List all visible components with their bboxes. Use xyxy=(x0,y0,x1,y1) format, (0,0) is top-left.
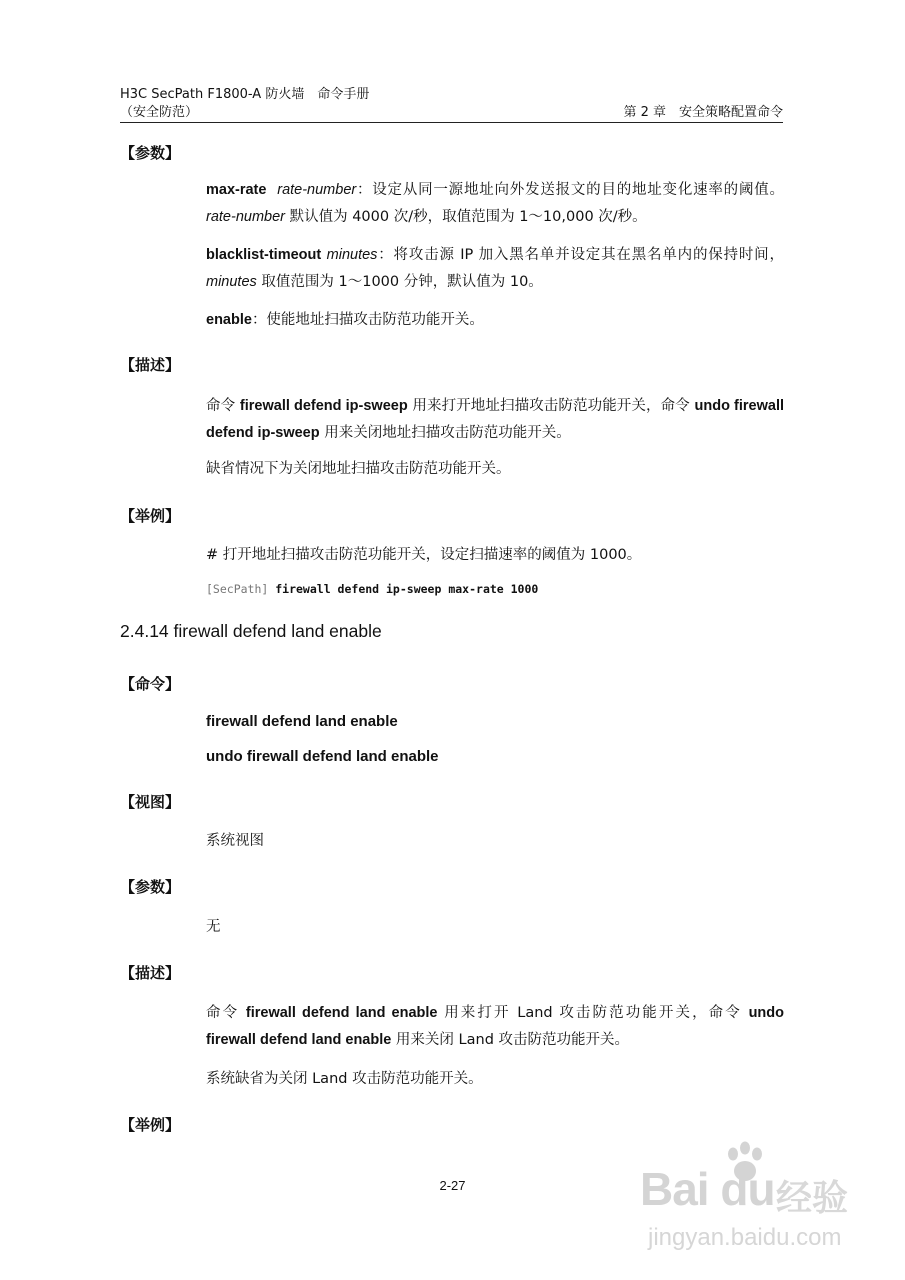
page-number: 2-27 xyxy=(439,1178,466,1193)
baidu-watermark xyxy=(640,1140,870,1260)
description-default: 缺省情况下为关闭地址扫描攻击防范功能开关。 xyxy=(206,461,511,477)
params-text: 无 xyxy=(206,919,221,935)
description-heading: 【描述】 xyxy=(120,356,181,374)
section-title: 2.4.14 firewall defend land enable xyxy=(120,621,382,641)
watermark-url: jingyan.baidu.com xyxy=(648,1224,842,1251)
params-heading-2: 【参数】 xyxy=(120,878,181,896)
command-undo: undo firewall defend land enable xyxy=(206,748,439,765)
description-land: 命令 firewall defend land enable 用来打开 Land 攻击防范功能开关，命令 undo firewall defend land enable 用来关闭 Land 攻击防范功能开关。 xyxy=(206,1005,784,1048)
view-text: 系统视图 xyxy=(206,833,264,849)
header-chapter: 第 2 章 安全策略配置命令 xyxy=(623,105,783,120)
params-heading: 【参数】 xyxy=(120,144,181,162)
example-heading: 【举例】 xyxy=(120,507,181,525)
command-enable: firewall defend land enable xyxy=(206,713,398,730)
code-prompt: [SecPath] xyxy=(206,582,269,596)
description-heading-2: 【描述】 xyxy=(120,964,181,982)
description-land-default: 系统缺省为关闭 Land 攻击防范功能开关。 xyxy=(206,1071,483,1087)
example-code xyxy=(206,581,538,597)
header-product: H3C SecPath F1800-A 防火墙 命令手册 xyxy=(120,87,370,102)
param-blacklist-timeout: blacklist-timeout minutes：将攻击源 IP 加入黑名单并设定其在黑名单内的保持时间，minutes 取值范围为 1～1000 分钟，默认值为 10。 xyxy=(206,247,784,290)
example-comment: # 打开地址扫描攻击防范功能开关，设定扫描速率的阈值为 1000。 xyxy=(206,547,642,563)
param-max-rate: max-rate rate-number：设定从同一源地址向外发送报文的目的地址变化速率的阈值。rate-number 默认值为 4000 次/秒，取值范围为 1～10,000 次/秒。 xyxy=(206,182,785,225)
description-ip-sweep: 命令 firewall defend ip-sweep 用来打开地址扫描攻击防范功能开关，命令 undo firewall defend ip-sweep 用来关闭地址扫描攻击防范功能开关。 xyxy=(206,398,785,441)
header-divider xyxy=(120,122,783,123)
watermark-logo: Bai du xyxy=(640,1163,775,1215)
view-heading: 【视图】 xyxy=(120,793,181,811)
example-heading-2: 【举例】 xyxy=(120,1116,181,1134)
header-volume: （安全防范） xyxy=(120,105,199,120)
watermark-cn: 经验 xyxy=(776,1178,849,1219)
command-heading: 【命令】 xyxy=(120,675,181,693)
param-enable: enable：使能地址扫描攻击防范功能开关。 xyxy=(206,312,484,328)
code-command: firewall defend ip-sweep max-rate 1000 xyxy=(268,582,539,596)
